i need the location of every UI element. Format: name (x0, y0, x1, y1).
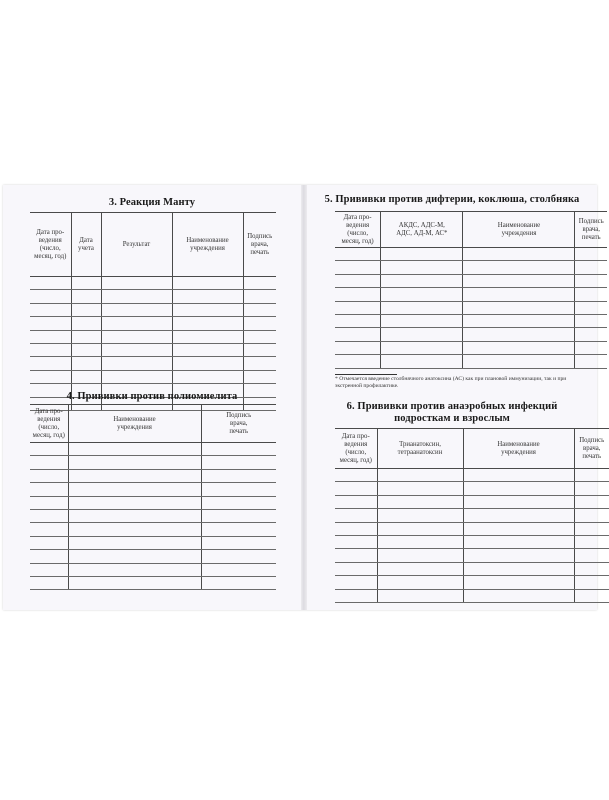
empty-cell (201, 443, 276, 456)
empty-cell (172, 290, 243, 303)
empty-cell (335, 355, 381, 368)
table-row (30, 509, 276, 522)
empty-cell (335, 328, 381, 341)
header-line: Подпись (247, 232, 273, 240)
empty-cell (463, 274, 575, 287)
empty-cell (377, 549, 463, 562)
table-row (30, 357, 276, 370)
header-signature (201, 405, 276, 443)
header-toxoids (377, 429, 463, 469)
empty-cell (574, 469, 609, 482)
table-row (335, 562, 609, 575)
empty-cell (172, 343, 243, 356)
booklet-spine (301, 185, 307, 610)
header-line: печать (582, 452, 602, 460)
empty-cell (575, 274, 607, 287)
header-vaccine (381, 212, 463, 248)
header-result (101, 213, 172, 277)
empty-cell (71, 317, 101, 330)
empty-cell (30, 469, 68, 482)
header-line: Результат (122, 240, 151, 248)
table-row (335, 288, 607, 301)
empty-cell (335, 274, 381, 287)
header-line: Подпись (578, 217, 604, 225)
header-line: Дата про- (341, 432, 370, 440)
empty-cell (574, 562, 609, 575)
empty-cell (68, 523, 201, 536)
header-line: врача, (583, 444, 601, 452)
empty-cell (172, 277, 243, 290)
empty-cell (201, 576, 276, 589)
header-record-date (71, 213, 101, 277)
empty-cell (574, 522, 609, 535)
table-row (335, 522, 609, 535)
empty-cell (68, 550, 201, 563)
empty-cell (575, 314, 607, 327)
header-line: (число, (345, 448, 367, 456)
empty-cell (463, 288, 575, 301)
empty-cell (30, 290, 71, 303)
empty-cell (30, 576, 68, 589)
header-line: Подпись (226, 411, 252, 419)
empty-cell (172, 303, 243, 316)
empty-cell (575, 355, 607, 368)
header-line: Трианатоксин, (399, 440, 441, 448)
empty-cell (463, 589, 574, 602)
anaerobic-table (335, 428, 609, 603)
table-row (30, 523, 276, 536)
empty-cell (68, 483, 201, 496)
empty-cell (68, 509, 201, 522)
header-line: Наименование (113, 415, 156, 423)
empty-cell (68, 576, 201, 589)
empty-cell (381, 355, 463, 368)
table-row (335, 355, 607, 368)
header-line: ведения (346, 221, 370, 229)
empty-cell (335, 509, 377, 522)
empty-cell (201, 496, 276, 509)
empty-cell (30, 317, 71, 330)
empty-cell (101, 330, 172, 343)
empty-cell (335, 288, 381, 301)
table-row (30, 317, 276, 330)
empty-cell (463, 495, 574, 508)
header-line: месяц, год) (339, 456, 372, 464)
header-line: Наименование (497, 440, 540, 448)
empty-cell (201, 563, 276, 576)
empty-cell (381, 314, 463, 327)
empty-cell (30, 563, 68, 576)
empty-cell (377, 589, 463, 602)
section-4-title: 4. Прививки против полиомиелита (66, 391, 238, 402)
empty-cell (172, 370, 243, 383)
table-row (335, 341, 607, 354)
empty-cell (71, 343, 101, 356)
empty-cell (101, 370, 172, 383)
empty-cell (463, 522, 574, 535)
empty-cell (68, 563, 201, 576)
table-row (30, 550, 276, 563)
empty-cell (377, 535, 463, 548)
empty-cell (71, 303, 101, 316)
empty-cell (463, 469, 574, 482)
header-institution (463, 429, 574, 469)
empty-cell (101, 277, 172, 290)
empty-cell (463, 355, 575, 368)
header-line: Наименование (497, 221, 541, 229)
empty-cell (463, 341, 575, 354)
empty-cell (68, 536, 201, 549)
empty-cell (243, 330, 276, 343)
table-row (335, 248, 607, 261)
header-institution (68, 405, 201, 443)
empty-cell (71, 330, 101, 343)
polio-table (30, 404, 276, 590)
table-row (335, 589, 609, 602)
empty-cell (377, 509, 463, 522)
empty-cell (381, 341, 463, 354)
header-line: учреждения (501, 448, 536, 456)
table-row (335, 261, 607, 274)
right-page (307, 185, 605, 610)
header-line: Подпись (579, 436, 605, 444)
empty-cell (68, 496, 201, 509)
empty-cell (68, 443, 201, 456)
empty-cell (201, 456, 276, 469)
empty-cell (377, 469, 463, 482)
empty-cell (68, 469, 201, 482)
empty-cell (335, 576, 377, 589)
table-row (335, 314, 607, 327)
table-row (30, 277, 276, 290)
header-line: врача, (582, 225, 600, 233)
empty-cell (172, 357, 243, 370)
header-line: печать (250, 248, 270, 256)
empty-cell (463, 562, 574, 575)
table-row (30, 483, 276, 496)
empty-cell (574, 509, 609, 522)
table-row (335, 274, 607, 287)
empty-cell (377, 562, 463, 575)
table-row (30, 456, 276, 469)
empty-cell (71, 370, 101, 383)
header-institution (172, 213, 243, 277)
empty-cell (574, 576, 609, 589)
empty-cell (377, 495, 463, 508)
empty-cell (574, 549, 609, 562)
table-row (30, 496, 276, 509)
table-row (335, 576, 609, 589)
empty-cell (30, 456, 68, 469)
left-page (3, 185, 301, 610)
empty-cell (381, 301, 463, 314)
empty-cell (575, 301, 607, 314)
empty-cell (463, 535, 574, 548)
header-line: учреждения (190, 244, 225, 252)
empty-cell (243, 370, 276, 383)
empty-cell (243, 317, 276, 330)
footnote-rule (335, 374, 397, 375)
table-row (30, 576, 276, 589)
empty-cell (377, 482, 463, 495)
empty-cell (30, 303, 71, 316)
empty-cell (335, 261, 381, 274)
header-line: (число, (38, 423, 60, 431)
table-row (335, 495, 609, 508)
empty-cell (201, 536, 276, 549)
empty-cell (30, 277, 71, 290)
header-line: учета (78, 244, 94, 252)
empty-cell (30, 443, 68, 456)
empty-cell (172, 317, 243, 330)
table-row (30, 469, 276, 482)
empty-cell (335, 248, 381, 261)
table-row (335, 301, 607, 314)
empty-cell (243, 277, 276, 290)
mantoux-table (30, 212, 276, 411)
empty-cell (30, 483, 68, 496)
section-5-title: 5. Прививки против дифтерии, коклюша, столбняка (324, 194, 580, 205)
empty-cell (30, 550, 68, 563)
empty-cell (30, 343, 71, 356)
header-line: АКДС, АДС-М, (398, 221, 445, 229)
empty-cell (381, 261, 463, 274)
empty-cell (335, 469, 377, 482)
empty-cell (101, 343, 172, 356)
empty-cell (381, 248, 463, 261)
header-line: месяц, год) (341, 237, 374, 245)
empty-cell (335, 314, 381, 327)
empty-cell (575, 288, 607, 301)
header-line: учреждения (117, 423, 152, 431)
header-line: ведения (37, 415, 61, 423)
header-line: Дата про- (343, 213, 372, 221)
empty-cell (381, 288, 463, 301)
empty-cell (575, 328, 607, 341)
header-line: учреждения (501, 229, 537, 237)
header-signature (575, 212, 607, 248)
footnote-text: * Отмечается введение столбнячного анатоксина (АС) как при плановой иммунизации, так и при экстренной профилактике. (335, 376, 567, 389)
empty-cell (71, 357, 101, 370)
header-signature (574, 429, 609, 469)
header-date (335, 429, 377, 469)
empty-cell (71, 290, 101, 303)
empty-cell (463, 576, 574, 589)
table-row (30, 330, 276, 343)
empty-cell (463, 314, 575, 327)
empty-cell (101, 317, 172, 330)
empty-cell (30, 496, 68, 509)
table-row (30, 443, 276, 456)
empty-cell (463, 549, 574, 562)
header-line: месяц, год) (34, 252, 67, 260)
table-row (30, 343, 276, 356)
header-line: Дата про- (34, 407, 63, 415)
header-line: врача, (251, 240, 269, 248)
table-row (335, 549, 609, 562)
header-date (30, 213, 71, 277)
empty-cell (335, 301, 381, 314)
table-row (30, 303, 276, 316)
section-6-title-line1: 6. Прививки против анаэробных инфекций (346, 401, 558, 412)
empty-cell (574, 495, 609, 508)
empty-cell (30, 357, 71, 370)
empty-cell (335, 549, 377, 562)
empty-cell (201, 483, 276, 496)
header-institution (463, 212, 575, 248)
empty-cell (574, 535, 609, 548)
header-line: АДС, АД-М, АС* (396, 229, 448, 237)
table-row (30, 370, 276, 383)
empty-cell (463, 328, 575, 341)
empty-cell (71, 277, 101, 290)
empty-cell (335, 341, 381, 354)
dtp-table (335, 211, 607, 369)
header-line: Дата (79, 236, 93, 244)
empty-cell (335, 495, 377, 508)
empty-cell (463, 509, 574, 522)
section-3-title: 3. Реакция Манту (108, 197, 196, 208)
empty-cell (575, 261, 607, 274)
header-line: (число, (39, 244, 61, 252)
empty-cell (335, 562, 377, 575)
table-row (335, 482, 609, 495)
header-signature (243, 213, 276, 277)
empty-cell (575, 341, 607, 354)
empty-cell (30, 370, 71, 383)
empty-cell (574, 482, 609, 495)
header-line: Дата про- (36, 228, 65, 236)
empty-cell (463, 261, 575, 274)
empty-cell (101, 357, 172, 370)
empty-cell (30, 536, 68, 549)
table-row (335, 535, 609, 548)
empty-cell (463, 482, 574, 495)
empty-cell (201, 550, 276, 563)
header-date (30, 405, 68, 443)
header-line: ведения (38, 236, 62, 244)
header-line: Наименование (186, 236, 229, 244)
empty-cell (377, 576, 463, 589)
table-row (335, 328, 607, 341)
header-date (335, 212, 381, 248)
section-6-title-line2: подросткам и взрослым (394, 413, 510, 424)
empty-cell (463, 248, 575, 261)
empty-cell (201, 523, 276, 536)
table-row (335, 469, 609, 482)
empty-cell (335, 535, 377, 548)
empty-cell (243, 343, 276, 356)
table-row (335, 509, 609, 522)
header-line: тетраанатоксин (397, 448, 443, 456)
empty-cell (201, 509, 276, 522)
booklet-spread (3, 185, 605, 610)
empty-cell (463, 301, 575, 314)
empty-cell (101, 290, 172, 303)
empty-cell (335, 589, 377, 602)
empty-cell (172, 330, 243, 343)
empty-cell (68, 456, 201, 469)
header-line: печать (581, 233, 601, 241)
table-row (30, 290, 276, 303)
table-row (30, 536, 276, 549)
header-line: ведения (344, 440, 368, 448)
empty-cell (201, 469, 276, 482)
table-row (30, 563, 276, 576)
empty-cell (243, 290, 276, 303)
header-line: врача, (230, 419, 248, 427)
empty-cell (381, 274, 463, 287)
empty-cell (101, 303, 172, 316)
empty-cell (574, 589, 609, 602)
empty-cell (30, 523, 68, 536)
empty-cell (381, 328, 463, 341)
header-line: печать (229, 427, 249, 435)
empty-cell (377, 522, 463, 535)
empty-cell (30, 330, 71, 343)
empty-cell (335, 522, 377, 535)
header-line: (число, (347, 229, 369, 237)
empty-cell (335, 482, 377, 495)
empty-cell (575, 248, 607, 261)
empty-cell (243, 303, 276, 316)
empty-cell (243, 357, 276, 370)
header-line: месяц, год) (32, 431, 65, 439)
empty-cell (30, 509, 68, 522)
